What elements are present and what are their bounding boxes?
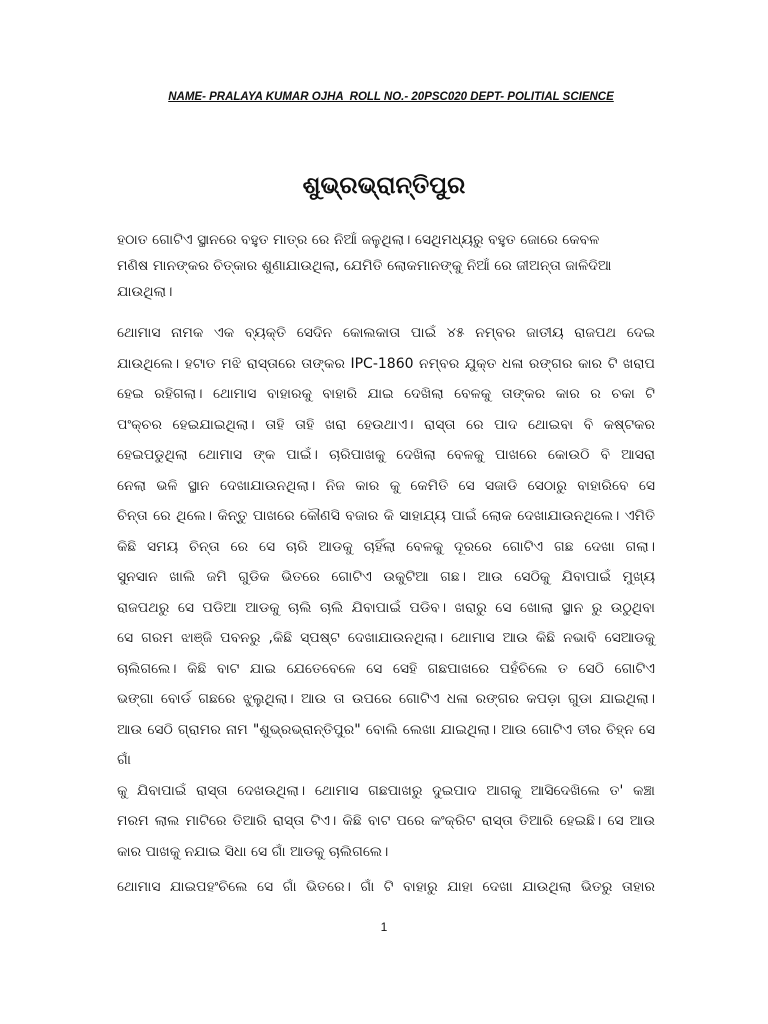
paragraph-line: ମଣିଷ ମାନଙ୍କର ଚିତ୍କାର ଶୁଣାଯାଉଥିଲା, ଯେମିତି ଲୋକମାନଙ୍କୁ ନିଆଁ ରେ ଜୀଅନ୍ତା ଜାଳିଦିଆ	[117, 258, 612, 274]
paragraph-line: ଥୋମାସ ଯାଇପହଂଚିଲେ ସେ ଗାଁ ଭିତରେ। ଗାଁ ଟି ବାହାରୁ ଯାହା ଦେଖା ଯାଉଥିଲା ଭିତରୁ ତାହାର	[117, 879, 655, 895]
paragraph-line: ଚିନ୍ତା ରେ ଥିଲେ। କିନ୍ତୁ ପାଖରେ କୌଣସି ବଜାର କି ସାହାଯ୍ୟ ପାଇଁ ଲୋକ ଦେଖାଯାଉନଥିଲେ। ଏମିତି	[117, 508, 655, 524]
paragraph-line: ନେଲା ଭଳି ସ୍ଥାନ ଦେଖାଯାଉନଥିଲା। ନିଜ କାର କୁ କେମିତି ସେ ସଜାଡି ସେଠାରୁ ବାହାରିବେ ସେ	[117, 477, 655, 494]
paragraph-line: ଆଉ ସେଠି ଗ୍ରାମର ନାମ "ଶୁଭ୍ରଭ୍ରାନ୍ତିପୁର" ବୋଲି ଲେଖା ଯାଇଥିଲା। ଆଉ ଗୋଟିଏ ତୀର ଚିହ୍ନ ସେ ଗାଁ	[117, 721, 655, 768]
paragraph-line: ରାଜପଥରୁ ସେ ପଡିଆ ଆଡକୁ ଚାଲି ଚାଲି ଯିବାପାଇଁ ପଡିବ। ଖରାରୁ ସେ ଖୋଲା ସ୍ଥାନ ରୁ ଉଠୁଥିବା	[117, 599, 655, 616]
author-header: NAME- PRALAYA KUMAR OJHA ROLL NO.- 20PSC020 DEPT- POLITIAL SCIENCE	[168, 91, 614, 103]
paragraph-line: କିଛି ସମୟ ଚିନ୍ତା ରେ ସେ ଚାରି ଆଡକୁ ଚାହିଁଲା ବେଳକୁ ଦୂରରେ ଗୋଟିଏ ଗଛ ଦେଖା ଗଲା।	[117, 538, 655, 555]
paragraph-line: ଯାଉଥିଲେ। ହଟାତ ମଝି ରାସ୍ତାରେ ତାଙ୍କର IPC-1860 ନମ୍ବର ଯୁକ୍ତ ଧଳା ରଙ୍ଗର କାର ଟି ଖରାପ	[117, 355, 655, 372]
paragraph-3	[117, 872, 655, 902]
paragraph-2	[117, 318, 655, 867]
paragraph-line: ଯାଉଥିଲା।	[117, 284, 173, 300]
paragraph-line: ସୁନସାନ ଖାଲି ଜମି ଗୁଡିକ ଭିତରେ ଗୋଟିଏ ଉକୁଟିଆ ଗଛ। ଆଉ ସେଠିକୁ ଯିବାପାଇଁ ମୁଖ୍ୟ	[117, 569, 655, 585]
story-title: ଶୁଭ୍ରଭ୍ରାନ୍ତିପୁର	[302, 171, 466, 199]
paragraph-line: ହେଇ ରହିଗଲା। ଥୋମାସ ବାହାରକୁ ବାହାରି ଯାଇ ଦେଖିଲା ବେଳକୁ ତାଙ୍କର କାର ର ଚକା ଟି	[117, 386, 655, 402]
paragraph-line: କାର ପାଖକୁ ନଯାଇ ସିଧା ସେ ଗାଁ ଆଡକୁ ଚାଲିଗଲେ।	[117, 843, 389, 860]
paragraph-line: ଭଙ୍ଗା ବୋର୍ଡ ଗଛରେ ଝୁଲୁଥିଲା। ଆଉ ତା ଉପରେ ଗୋଟିଏ ଧଳା ରଙ୍ଗର କପଡ଼ା ଗୁଡା ଯାଇଥିଲା।	[117, 691, 655, 707]
paragraph-line: ସେ ଗରମ ଝାଞ୍ଜି ପବନରୁ ,କିଛି ସ୍ପଷ୍ଟ ଦେଖାଯାଉନଥିଲା। ଥୋମାସ ଆଉ କିଛି ନଭାବି ସେଆଡକୁ	[117, 630, 655, 646]
paragraph-line: କୁ ଯିବାପାଇଁ ରାସ୍ତା ଦେଖଉଥିଲା। ଥୋମାସ ଗଛପାଖରୁ ଦୁଇପାଦ ଆଗକୁ ଆସିଦେଖିଲେ ତ' କଞ୍ଚା	[117, 782, 655, 799]
paragraph-line: ହେଇପଡୁଥିଲା ଥୋମାସ ଙ୍କ ପାଇଁ। ଚାରିପାଖକୁ ଦେଖିଲା ବେଳକୁ ପାଖରେ କୋଉଠି ବି ଆସରା	[117, 447, 655, 463]
paragraph-line: ହଠାତ ଗୋଟିଏ ସ୍ଥାନରେ ବହୁତ ମାତ୍ର ରେ ନିଆଁ ଜଳୁଥିଲା। ସେଥିମଧ୍ୟରୁ ବହୁତ ଜୋରେ କେବଳ	[117, 232, 600, 248]
paragraph-line: ମରମ ଲାଲ ମାଟିରେ ତିଆରି ରାସ୍ତା ଟିଏ। କିଛି ବାଟ ପରେ କଂକ୍ରିଟ ରାସ୍ତା ତିଆରି ହେଇଛି। ସେ ଆଉ	[117, 813, 655, 829]
paragraph-1	[117, 227, 655, 305]
paragraph-line: ଚାଲିଗଲେ। କିଛି ବାଟ ଯାଇ ଯେତେବେଳେ ସେ ସେହି ଗଛପାଖରେ ପହଁଚିଲେ ତ ସେଠି ଗୋଟିଏ	[117, 660, 655, 677]
paragraph-line: ଥୋମାସ ନାମକ ଏକ ବ୍ୟକ୍ତି ସେଦିନ କୋଲକାତା ପାଇଁ ୪୫ ନମ୍ବର ଜାତୀୟ ରାଜପଥ ଦେଇ	[117, 325, 655, 341]
page-number: 1	[380, 920, 388, 934]
paragraph-line: ପଂକ୍ଚର ହେଇଯାଇଥିଲା। ତାହି ତାହି ଖରା ହେଉଥାଏ। ରାସ୍ତା ରେ ପାଦ ଥୋଇବା ବି କଷ୍ଟକର	[117, 416, 655, 433]
